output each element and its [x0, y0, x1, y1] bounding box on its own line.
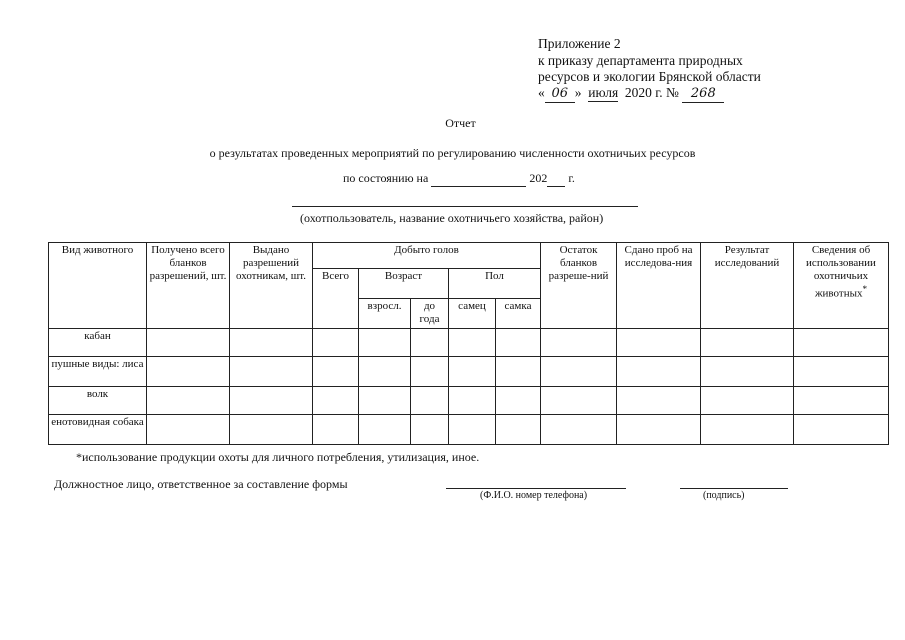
header-total: Всего — [313, 269, 359, 329]
name-line — [446, 488, 626, 489]
header-sex: Пол — [449, 269, 541, 299]
header-animal: Вид животного — [49, 243, 147, 329]
name-caption: (Ф.И.О. номер телефона) — [480, 490, 588, 501]
order-number: 268 — [682, 86, 724, 103]
date-day: 06 — [545, 86, 575, 103]
table-row — [49, 357, 889, 387]
sign-line — [680, 488, 788, 489]
date-open-quote: « — [538, 85, 545, 100]
sign-caption: (подпись) — [703, 490, 745, 501]
table-row — [49, 387, 889, 415]
header-result: Результат исследований — [701, 243, 794, 329]
header-usage-text: Сведения об использовании охотничьих животных — [806, 244, 876, 300]
date-year-text: 2020 г. № — [624, 85, 679, 100]
appendix-title: Приложение 2 — [538, 36, 621, 51]
header-usage — [794, 243, 889, 329]
row-label: енотовидная собака — [49, 415, 147, 445]
row-label: кабан — [49, 329, 147, 357]
appendix-line2: к приказу департамента природных — [538, 53, 743, 68]
footnote: *использование продукции охоты для личного потребления, утилизация, иное. — [76, 450, 480, 464]
header-under-year: до года — [411, 299, 449, 329]
report-table — [48, 242, 889, 445]
report-title: Отчет — [445, 116, 476, 130]
hunter-line — [292, 206, 638, 207]
date-year: 202 — [529, 171, 548, 185]
hunter-caption: (охотпользователь, название охотничьего хозяйства, район) — [300, 211, 604, 225]
appendix-date-line — [538, 85, 724, 103]
header-male: самец — [449, 299, 496, 329]
table-row — [49, 415, 889, 445]
header-harvested: Добыто голов — [313, 243, 541, 269]
signature-label: Должностное лицо, ответственное за составление формы — [54, 477, 348, 491]
date-prefix: по состоянию на — [343, 171, 429, 185]
date-month: июля — [588, 85, 619, 100]
report-subtitle: о результатах проведенных мероприятий по регулированию численности охотничьих ресурсов — [209, 146, 696, 160]
table-row — [49, 329, 889, 357]
report-date-line — [343, 171, 575, 187]
header-remaining: Остаток бланков разреше-ний — [541, 243, 617, 329]
header-issued: Выдано разрешений охотникам, шт. — [230, 243, 313, 329]
row-label: пушные виды: лиса — [49, 357, 147, 387]
row-label: волк — [49, 387, 147, 415]
header-adult: взросл. — [359, 299, 411, 329]
header-usage-mark: * — [862, 284, 868, 294]
header-samples: Сдано проб на исследова-ния — [617, 243, 701, 329]
header-age: Возраст — [359, 269, 449, 299]
appendix-line3: ресурсов и экологии Брянской области — [538, 69, 761, 84]
header-female: самка — [496, 299, 541, 329]
date-suffix: г. — [568, 171, 575, 185]
header-received: Получено всего бланков разрешений, шт. — [147, 243, 230, 329]
date-close-quote: » — [574, 85, 582, 100]
